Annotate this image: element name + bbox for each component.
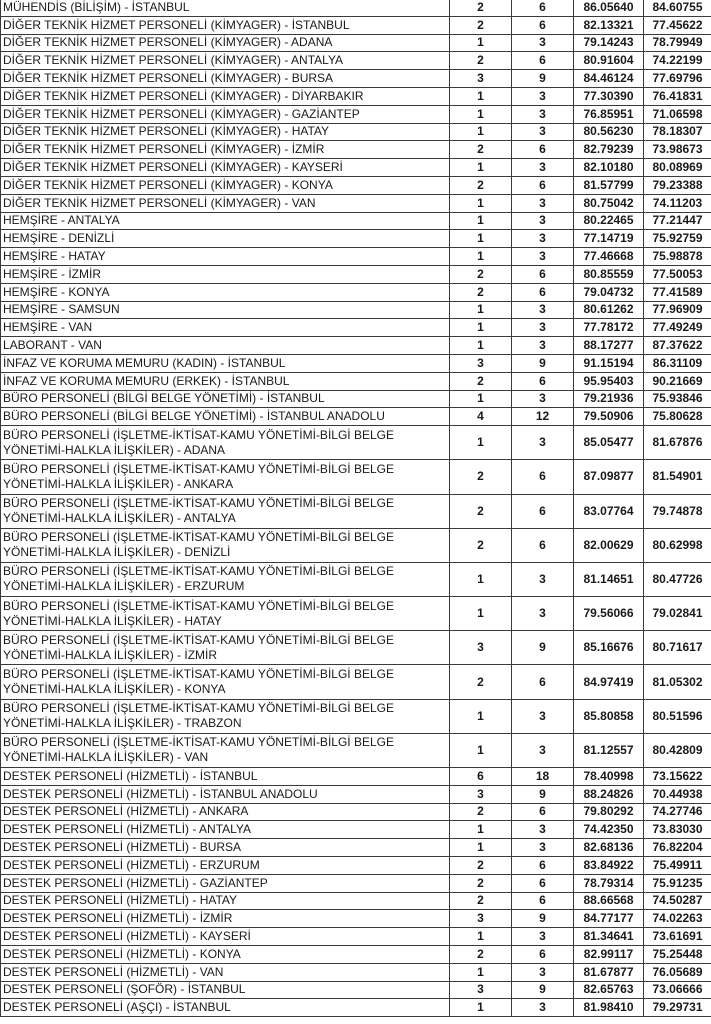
- candidates-cell: 3: [512, 821, 574, 839]
- quota-cell: 1: [450, 87, 512, 105]
- max-score-cell: 85.80858: [574, 699, 644, 733]
- max-score-cell: 81.12557: [574, 733, 644, 767]
- candidates-cell: 6: [512, 460, 574, 494]
- table-row: [1, 928, 711, 946]
- min-score-cell: 73.98673: [644, 141, 711, 159]
- position-cell: DİĞER TEKNİK HİZMET PERSONELİ (KİMYAGER) - BURSA: [1, 70, 450, 88]
- min-score-cell: 73.06666: [644, 981, 711, 999]
- min-score-cell: 87.37622: [644, 337, 711, 355]
- table-row: [1, 87, 711, 105]
- position-cell: DİĞER TEKNİK HİZMET PERSONELİ (KİMYAGER) - KONYA: [1, 176, 450, 194]
- table-row: [1, 856, 711, 874]
- table-row: [1, 354, 711, 372]
- max-score-cell: 82.79239: [574, 141, 644, 159]
- table-row: [1, 176, 711, 194]
- quota-cell: 1: [450, 319, 512, 337]
- position-cell: HEMŞİRE - ANTALYA: [1, 212, 450, 230]
- quota-cell: 3: [450, 631, 512, 665]
- position-cell: DESTEK PERSONELİ (HİZMETLİ) - ANTALYA: [1, 821, 450, 839]
- max-score-cell: 79.56066: [574, 597, 644, 631]
- position-cell: HEMŞİRE - DENİZLİ: [1, 230, 450, 248]
- position-cell: HEMŞİRE - VAN: [1, 319, 450, 337]
- position-cell: BÜRO PERSONELİ (İŞLETME-İKTİSAT-KAMU YÖNETİMİ-BİLGİ BELGE YÖNETİMİ-HALKLA İLİŞKİLER) - ADANA: [1, 426, 450, 460]
- candidates-cell: 9: [512, 631, 574, 665]
- table-row: [1, 945, 711, 963]
- position-cell: DİĞER TEKNİK HİZMET PERSONELİ (KİMYAGER) - ANTALYA: [1, 52, 450, 70]
- position-cell: HEMŞİRE - İZMİR: [1, 265, 450, 283]
- quota-cell: 1: [450, 212, 512, 230]
- candidates-cell: 3: [512, 87, 574, 105]
- candidates-cell: 6: [512, 16, 574, 34]
- min-score-cell: 80.47726: [644, 562, 711, 596]
- table-row: [1, 248, 711, 266]
- position-cell: DESTEK PERSONELİ (HİZMETLİ) - VAN: [1, 963, 450, 981]
- position-cell: DİĞER TEKNİK HİZMET PERSONELİ (KİMYAGER) - VAN: [1, 194, 450, 212]
- max-score-cell: 76.85951: [574, 105, 644, 123]
- quota-cell: 2: [450, 856, 512, 874]
- quota-cell: 2: [450, 494, 512, 528]
- quota-cell: 4: [450, 408, 512, 426]
- max-score-cell: 81.14651: [574, 562, 644, 596]
- position-cell: BÜRO PERSONELİ (İŞLETME-İKTİSAT-KAMU YÖNETİMİ-BİLGİ BELGE YÖNETİMİ-HALKLA İLİŞKİLER) - KONYA: [1, 665, 450, 699]
- candidates-cell: 3: [512, 248, 574, 266]
- quota-cell: 2: [450, 874, 512, 892]
- min-score-cell: 75.92759: [644, 230, 711, 248]
- table-row: [1, 892, 711, 910]
- table-row: [1, 821, 711, 839]
- quota-cell: 2: [450, 52, 512, 70]
- max-score-cell: 79.04732: [574, 283, 644, 301]
- min-score-cell: 77.96909: [644, 301, 711, 319]
- min-score-cell: 78.18307: [644, 123, 711, 141]
- min-score-cell: 77.41589: [644, 283, 711, 301]
- quota-cell: 2: [450, 892, 512, 910]
- table-row: [1, 699, 711, 733]
- results-table-body: [1, 0, 711, 1017]
- position-cell: DİĞER TEKNİK HİZMET PERSONELİ (KİMYAGER) - İZMİR: [1, 141, 450, 159]
- max-score-cell: 86.05640: [574, 0, 644, 16]
- candidates-cell: 3: [512, 123, 574, 141]
- table-row: [1, 301, 711, 319]
- position-cell: DESTEK PERSONELİ (HİZMETLİ) - KONYA: [1, 945, 450, 963]
- table-row: [1, 265, 711, 283]
- candidates-cell: 6: [512, 0, 574, 16]
- table-row: [1, 803, 711, 821]
- max-score-cell: 84.77177: [574, 910, 644, 928]
- quota-cell: 1: [450, 123, 512, 141]
- table-row: [1, 733, 711, 767]
- table-row: [1, 194, 711, 212]
- max-score-cell: 84.97419: [574, 665, 644, 699]
- table-row: [1, 105, 711, 123]
- quota-cell: 1: [450, 839, 512, 857]
- min-score-cell: 81.67876: [644, 426, 711, 460]
- candidates-cell: 9: [512, 910, 574, 928]
- min-score-cell: 79.23388: [644, 176, 711, 194]
- quota-cell: 1: [450, 194, 512, 212]
- position-cell: BÜRO PERSONELİ (İŞLETME-İKTİSAT-KAMU YÖNETİMİ-BİLGİ BELGE YÖNETİMİ-HALKLA İLİŞKİLER) - TRABZON: [1, 699, 450, 733]
- candidates-cell: 3: [512, 194, 574, 212]
- table-row: [1, 874, 711, 892]
- max-score-cell: 82.68136: [574, 839, 644, 857]
- table-row: [1, 963, 711, 981]
- candidates-cell: 6: [512, 856, 574, 874]
- quota-cell: 2: [450, 176, 512, 194]
- candidates-cell: 3: [512, 963, 574, 981]
- candidates-cell: 6: [512, 176, 574, 194]
- min-score-cell: 77.69796: [644, 70, 711, 88]
- position-cell: BÜRO PERSONELİ (İŞLETME-İKTİSAT-KAMU YÖNETİMİ-BİLGİ BELGE YÖNETİMİ-HALKLA İLİŞKİLER) - DENİZLİ: [1, 528, 450, 562]
- position-cell: BÜRO PERSONELİ (İŞLETME-İKTİSAT-KAMU YÖNETİMİ-BİLGİ BELGE YÖNETİMİ-HALKLA İLİŞKİLER) - ERZURUM: [1, 562, 450, 596]
- position-cell: DİĞER TEKNİK HİZMET PERSONELİ (KİMYAGER) - DİYARBAKIR: [1, 87, 450, 105]
- quota-cell: 1: [450, 733, 512, 767]
- min-score-cell: 79.74878: [644, 494, 711, 528]
- min-score-cell: 73.61691: [644, 928, 711, 946]
- quota-cell: 1: [450, 928, 512, 946]
- table-row: [1, 319, 711, 337]
- min-score-cell: 74.27746: [644, 803, 711, 821]
- position-cell: HEMŞİRE - KONYA: [1, 283, 450, 301]
- min-score-cell: 80.62998: [644, 528, 711, 562]
- max-score-cell: 82.13321: [574, 16, 644, 34]
- quota-cell: 1: [450, 963, 512, 981]
- max-score-cell: 83.84922: [574, 856, 644, 874]
- quota-cell: 2: [450, 16, 512, 34]
- min-score-cell: 86.31109: [644, 354, 711, 372]
- min-score-cell: 75.80628: [644, 408, 711, 426]
- quota-cell: 3: [450, 981, 512, 999]
- candidates-cell: 3: [512, 597, 574, 631]
- min-score-cell: 77.49249: [644, 319, 711, 337]
- min-score-cell: 73.15622: [644, 768, 711, 786]
- quota-cell: 1: [450, 562, 512, 596]
- max-score-cell: 85.05477: [574, 426, 644, 460]
- max-score-cell: 85.16676: [574, 631, 644, 665]
- quota-cell: 2: [450, 141, 512, 159]
- max-score-cell: 88.24826: [574, 785, 644, 803]
- max-score-cell: 82.99117: [574, 945, 644, 963]
- quota-cell: 6: [450, 768, 512, 786]
- min-score-cell: 74.22199: [644, 52, 711, 70]
- candidates-cell: 6: [512, 945, 574, 963]
- position-cell: LABORANT - VAN: [1, 337, 450, 355]
- quota-cell: 1: [450, 426, 512, 460]
- quota-cell: 2: [450, 283, 512, 301]
- min-score-cell: 77.45622: [644, 16, 711, 34]
- table-row: [1, 230, 711, 248]
- table-row: [1, 408, 711, 426]
- max-score-cell: 80.56230: [574, 123, 644, 141]
- max-score-cell: 88.66568: [574, 892, 644, 910]
- candidates-cell: 3: [512, 839, 574, 857]
- candidates-cell: 3: [512, 337, 574, 355]
- candidates-cell: 3: [512, 34, 574, 52]
- quota-cell: 2: [450, 372, 512, 390]
- table-row: [1, 768, 711, 786]
- max-score-cell: 79.21936: [574, 390, 644, 408]
- quota-cell: 2: [450, 265, 512, 283]
- candidates-cell: 6: [512, 528, 574, 562]
- table-row: [1, 562, 711, 596]
- min-score-cell: 75.93846: [644, 390, 711, 408]
- table-row: [1, 52, 711, 70]
- position-cell: DESTEK PERSONELİ (HİZMETLİ) - GAZİANTEP: [1, 874, 450, 892]
- max-score-cell: 77.14719: [574, 230, 644, 248]
- candidates-cell: 6: [512, 494, 574, 528]
- max-score-cell: 81.67877: [574, 963, 644, 981]
- position-cell: DİĞER TEKNİK HİZMET PERSONELİ (KİMYAGER) - HATAY: [1, 123, 450, 141]
- table-row: [1, 0, 711, 16]
- table-row: [1, 999, 711, 1017]
- position-cell: İNFAZ VE KORUMA MEMURU (KADIN) - İSTANBUL: [1, 354, 450, 372]
- table-row: [1, 631, 711, 665]
- quota-cell: 2: [450, 945, 512, 963]
- position-cell: BÜRO PERSONELİ (BİLGİ BELGE YÖNETİMİ) - İSTANBUL: [1, 390, 450, 408]
- table-row: [1, 981, 711, 999]
- table-row: [1, 528, 711, 562]
- table-row: [1, 212, 711, 230]
- max-score-cell: 79.80292: [574, 803, 644, 821]
- max-score-cell: 82.10180: [574, 159, 644, 177]
- min-score-cell: 80.71617: [644, 631, 711, 665]
- candidates-cell: 18: [512, 768, 574, 786]
- position-cell: DESTEK PERSONELİ (HİZMETLİ) - İSTANBUL ANADOLU: [1, 785, 450, 803]
- min-score-cell: 74.11203: [644, 194, 711, 212]
- table-row: [1, 910, 711, 928]
- candidates-cell: 9: [512, 354, 574, 372]
- position-cell: DİĞER TEKNİK HİZMET PERSONELİ (KİMYAGER) - İSTANBUL: [1, 16, 450, 34]
- position-cell: MÜHENDİS (BİLİŞİM) - İSTANBUL: [1, 0, 450, 16]
- candidates-cell: 3: [512, 733, 574, 767]
- quota-cell: 1: [450, 821, 512, 839]
- position-cell: DESTEK PERSONELİ (HİZMETLİ) - İSTANBUL: [1, 768, 450, 786]
- min-score-cell: 90.21669: [644, 372, 711, 390]
- position-cell: HEMŞİRE - HATAY: [1, 248, 450, 266]
- max-score-cell: 88.17277: [574, 337, 644, 355]
- candidates-cell: 3: [512, 212, 574, 230]
- min-score-cell: 79.02841: [644, 597, 711, 631]
- quota-cell: 1: [450, 105, 512, 123]
- max-score-cell: 80.22465: [574, 212, 644, 230]
- position-cell: DESTEK PERSONELİ (ŞOFÖR) - İSTANBUL: [1, 981, 450, 999]
- quota-cell: 1: [450, 390, 512, 408]
- position-cell: DESTEK PERSONELİ (HİZMETLİ) - BURSA: [1, 839, 450, 857]
- max-score-cell: 78.40998: [574, 768, 644, 786]
- quota-cell: 1: [450, 248, 512, 266]
- min-score-cell: 75.25448: [644, 945, 711, 963]
- candidates-cell: 6: [512, 283, 574, 301]
- position-cell: DESTEK PERSONELİ (HİZMETLİ) - KAYSERİ: [1, 928, 450, 946]
- quota-cell: 3: [450, 910, 512, 928]
- min-score-cell: 75.91235: [644, 874, 711, 892]
- max-score-cell: 82.65763: [574, 981, 644, 999]
- max-score-cell: 80.91604: [574, 52, 644, 70]
- min-score-cell: 73.83030: [644, 821, 711, 839]
- candidates-cell: 3: [512, 105, 574, 123]
- max-score-cell: 77.78172: [574, 319, 644, 337]
- min-score-cell: 79.29731: [644, 999, 711, 1017]
- min-score-cell: 76.41831: [644, 87, 711, 105]
- table-row: [1, 785, 711, 803]
- table-row: [1, 426, 711, 460]
- max-score-cell: 87.09877: [574, 460, 644, 494]
- max-score-cell: 80.75042: [574, 194, 644, 212]
- min-score-cell: 74.50287: [644, 892, 711, 910]
- position-cell: DİĞER TEKNİK HİZMET PERSONELİ (KİMYAGER) - GAZİANTEP: [1, 105, 450, 123]
- min-score-cell: 78.79949: [644, 34, 711, 52]
- position-cell: DESTEK PERSONELİ (HİZMETLİ) - ANKARA: [1, 803, 450, 821]
- quota-cell: 1: [450, 301, 512, 319]
- table-row: [1, 123, 711, 141]
- position-cell: BÜRO PERSONELİ (BİLGİ BELGE YÖNETİMİ) - İSTANBUL ANADOLU: [1, 408, 450, 426]
- max-score-cell: 81.34641: [574, 928, 644, 946]
- min-score-cell: 70.44938: [644, 785, 711, 803]
- candidates-cell: 6: [512, 52, 574, 70]
- candidates-cell: 6: [512, 372, 574, 390]
- candidates-cell: 3: [512, 426, 574, 460]
- min-score-cell: 71.06598: [644, 105, 711, 123]
- candidates-cell: 3: [512, 301, 574, 319]
- position-cell: HEMŞİRE - SAMSUN: [1, 301, 450, 319]
- max-score-cell: 80.85559: [574, 265, 644, 283]
- quota-cell: 3: [450, 785, 512, 803]
- candidates-cell: 9: [512, 785, 574, 803]
- position-cell: BÜRO PERSONELİ (İŞLETME-İKTİSAT-KAMU YÖNETİMİ-BİLGİ BELGE YÖNETİMİ-HALKLA İLİŞKİLER) - İZMİR: [1, 631, 450, 665]
- max-score-cell: 74.42350: [574, 821, 644, 839]
- position-cell: BÜRO PERSONELİ (İŞLETME-İKTİSAT-KAMU YÖNETİMİ-BİLGİ BELGE YÖNETİMİ-HALKLA İLİŞKİLER) - VAN: [1, 733, 450, 767]
- min-score-cell: 80.51596: [644, 699, 711, 733]
- min-score-cell: 75.98878: [644, 248, 711, 266]
- max-score-cell: 80.61262: [574, 301, 644, 319]
- table-row: [1, 839, 711, 857]
- min-score-cell: 81.05302: [644, 665, 711, 699]
- table-row: [1, 34, 711, 52]
- min-score-cell: 75.49911: [644, 856, 711, 874]
- candidates-cell: 9: [512, 70, 574, 88]
- quota-cell: 1: [450, 34, 512, 52]
- max-score-cell: 77.30390: [574, 87, 644, 105]
- min-score-cell: 77.21447: [644, 212, 711, 230]
- position-cell: DESTEK PERSONELİ (HİZMETLİ) - İZMİR: [1, 910, 450, 928]
- candidates-cell: 3: [512, 230, 574, 248]
- min-score-cell: 81.54901: [644, 460, 711, 494]
- position-cell: DİĞER TEKNİK HİZMET PERSONELİ (KİMYAGER) - ADANA: [1, 34, 450, 52]
- candidates-cell: 9: [512, 981, 574, 999]
- max-score-cell: 78.79314: [574, 874, 644, 892]
- candidates-cell: 12: [512, 408, 574, 426]
- table-row: [1, 159, 711, 177]
- position-cell: DESTEK PERSONELİ (AŞÇI) - İSTANBUL: [1, 999, 450, 1017]
- quota-cell: 1: [450, 699, 512, 733]
- table-row: [1, 390, 711, 408]
- candidates-cell: 6: [512, 803, 574, 821]
- max-score-cell: 84.46124: [574, 70, 644, 88]
- min-score-cell: 76.05689: [644, 963, 711, 981]
- position-cell: İNFAZ VE KORUMA MEMURU (ERKEK) - İSTANBUL: [1, 372, 450, 390]
- table-row: [1, 337, 711, 355]
- max-score-cell: 81.57799: [574, 176, 644, 194]
- min-score-cell: 84.60755: [644, 0, 711, 16]
- candidates-cell: 3: [512, 562, 574, 596]
- quota-cell: 2: [450, 803, 512, 821]
- max-score-cell: 83.07764: [574, 494, 644, 528]
- max-score-cell: 95.95403: [574, 372, 644, 390]
- position-cell: DİĞER TEKNİK HİZMET PERSONELİ (KİMYAGER) - KAYSERİ: [1, 159, 450, 177]
- quota-cell: 1: [450, 999, 512, 1017]
- quota-cell: 1: [450, 230, 512, 248]
- min-score-cell: 76.82204: [644, 839, 711, 857]
- quota-cell: 1: [450, 337, 512, 355]
- candidates-cell: 6: [512, 665, 574, 699]
- max-score-cell: 79.50906: [574, 408, 644, 426]
- candidates-cell: 6: [512, 892, 574, 910]
- quota-cell: 2: [450, 0, 512, 16]
- candidates-cell: 3: [512, 699, 574, 733]
- position-cell: BÜRO PERSONELİ (İŞLETME-İKTİSAT-KAMU YÖNETİMİ-BİLGİ BELGE YÖNETİMİ-HALKLA İLİŞKİLER) - ANKARA: [1, 460, 450, 494]
- max-score-cell: 91.15194: [574, 354, 644, 372]
- candidates-cell: 3: [512, 999, 574, 1017]
- candidates-cell: 3: [512, 319, 574, 337]
- table-row: [1, 16, 711, 34]
- min-score-cell: 74.02263: [644, 910, 711, 928]
- max-score-cell: 81.98410: [574, 999, 644, 1017]
- quota-cell: 2: [450, 665, 512, 699]
- table-row: [1, 665, 711, 699]
- position-cell: DESTEK PERSONELİ (HİZMETLİ) - HATAY: [1, 892, 450, 910]
- quota-cell: 1: [450, 597, 512, 631]
- quota-cell: 2: [450, 460, 512, 494]
- table-row: [1, 70, 711, 88]
- candidates-cell: 6: [512, 265, 574, 283]
- position-cell: DESTEK PERSONELİ (HİZMETLİ) - ERZURUM: [1, 856, 450, 874]
- quota-cell: 3: [450, 70, 512, 88]
- table-row: [1, 141, 711, 159]
- candidates-cell: 3: [512, 390, 574, 408]
- quota-cell: 2: [450, 528, 512, 562]
- table-row: [1, 460, 711, 494]
- min-score-cell: 80.08969: [644, 159, 711, 177]
- quota-cell: 3: [450, 354, 512, 372]
- max-score-cell: 77.46668: [574, 248, 644, 266]
- candidates-cell: 6: [512, 141, 574, 159]
- table-row: [1, 494, 711, 528]
- min-score-cell: 77.50053: [644, 265, 711, 283]
- position-cell: BÜRO PERSONELİ (İŞLETME-İKTİSAT-KAMU YÖNETİMİ-BİLGİ BELGE YÖNETİMİ-HALKLA İLİŞKİLER) - ANTALYA: [1, 494, 450, 528]
- position-cell: BÜRO PERSONELİ (İŞLETME-İKTİSAT-KAMU YÖNETİMİ-BİLGİ BELGE YÖNETİMİ-HALKLA İLİŞKİLER) - HATAY: [1, 597, 450, 631]
- min-score-cell: 80.42809: [644, 733, 711, 767]
- table-row: [1, 283, 711, 301]
- table-row: [1, 372, 711, 390]
- quota-cell: 1: [450, 159, 512, 177]
- max-score-cell: 82.00629: [574, 528, 644, 562]
- candidates-cell: 6: [512, 874, 574, 892]
- max-score-cell: 79.14243: [574, 34, 644, 52]
- candidates-cell: 3: [512, 928, 574, 946]
- candidates-cell: 3: [512, 159, 574, 177]
- table-row: [1, 597, 711, 631]
